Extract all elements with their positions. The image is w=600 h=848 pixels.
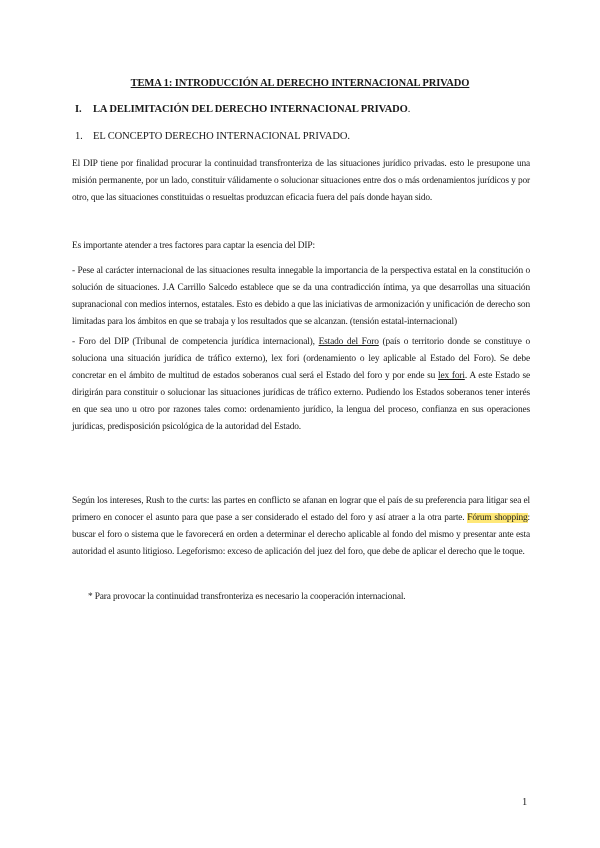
forum-text-b: (país o territorio donde se constituye o soluciona una situación jurídica de tráfico externo), lex fori (ordenamiento o ley aplicable al Estado del Foro). Se debe concretar en el ámbito de multitud de estados soberanos cual será el Estado del foro y por ende su (72, 337, 530, 381)
page-title: TEMA 1: INTRODUCCIÓN AL DERECHO INTERNACIONAL PRIVADO (130, 78, 470, 89)
forum-text-a: - Foro del DIP (Tribunal de competencia jurídica internacional), (72, 337, 319, 347)
section-heading-text: LA DELIMITACIÓN DEL DERECHO INTERNACIONAL PRIVADO (93, 104, 408, 115)
section-heading (75, 104, 410, 115)
section-heading-period: . (407, 104, 411, 115)
rush-text: Según los intereses, Rush to the curts: las partes en conflicto se afanan en lograr que el país de su preferencia para litigar sea el primero en conocer el asunto para que pase a ser considerado el estado del foro y así atraer a la otra parte. (72, 496, 530, 523)
paragraph-factor-state-perspective: - Pese al carácter internacional de las situaciones resulta innegable la importancia de la perspectiva estatal en la constitución o solución de situaciones. J.A Carrillo Salcedo establece que se da una contradicción íntima, ya que desarrollas una situación supranacional con medios internos, estatales. Esto es debido a que las iniciativas de armonización y unificación de derecho son limitadas para los ámbitos en que se trabaja y los resultados que se alcanzan. (tensión estatal-internacional) (72, 266, 530, 327)
paragraph-factor-forum (72, 334, 530, 436)
subsection-heading-text: EL CONCEPTO DERECHO INTERNACIONAL PRIVADO. (93, 131, 350, 142)
paragraph-factors-intro: Es importante atender a tres factores para captar la esencia del DIP: (72, 241, 315, 251)
subsection-number: 1. (75, 131, 83, 142)
paragraph-forum-shopping (72, 493, 530, 561)
lex-fori-term: lex fori (438, 371, 465, 381)
footnote-cooperation: * Para provocar la continuidad transfronteriza es necesario la cooperación internacional. (88, 592, 406, 602)
subsection-heading (75, 131, 350, 142)
section-number: I. (75, 104, 82, 115)
estado-del-foro-term: Estado del Foro (318, 337, 379, 347)
page-number: 1 (522, 797, 528, 808)
forum-shopping-text: : buscar el foro o sistema que le favorecerá en orden a determinar el derecho aplicable al fondo del mismo y presentar ante esta autoridad el asunto litigioso. Legeforismo: exceso de aplicación del juez del foro, que debe de aplicar el derecho que le toque. (72, 513, 530, 557)
forum-text-c: . A este Estado se dirigirán para constituir o solucionar las situaciones jurídicas de tráfico externo. Pudiendo los Estados soberanos tener interés en que sea uno u otro por razones tales como: ordenamiento jurídico, la lengua del proceso, confianza en sus operaciones jurídicas, predisposición psicológica de la autoridad del Estado. (72, 371, 530, 432)
paragraph-definition: El DIP tiene por finalidad procurar la continuidad transfronteriza de las situaciones jurídico privadas. esto le presupone una misión permanente, por un lado, constituir válidamente o solucionar situaciones entre dos o más ordenamientos jurídicos y por otro, que las situaciones constituidas o resueltas produzcan eficacia fuera del país donde hayan sido. (72, 159, 530, 203)
forum-shopping-highlight: Fórum shopping (467, 513, 528, 523)
